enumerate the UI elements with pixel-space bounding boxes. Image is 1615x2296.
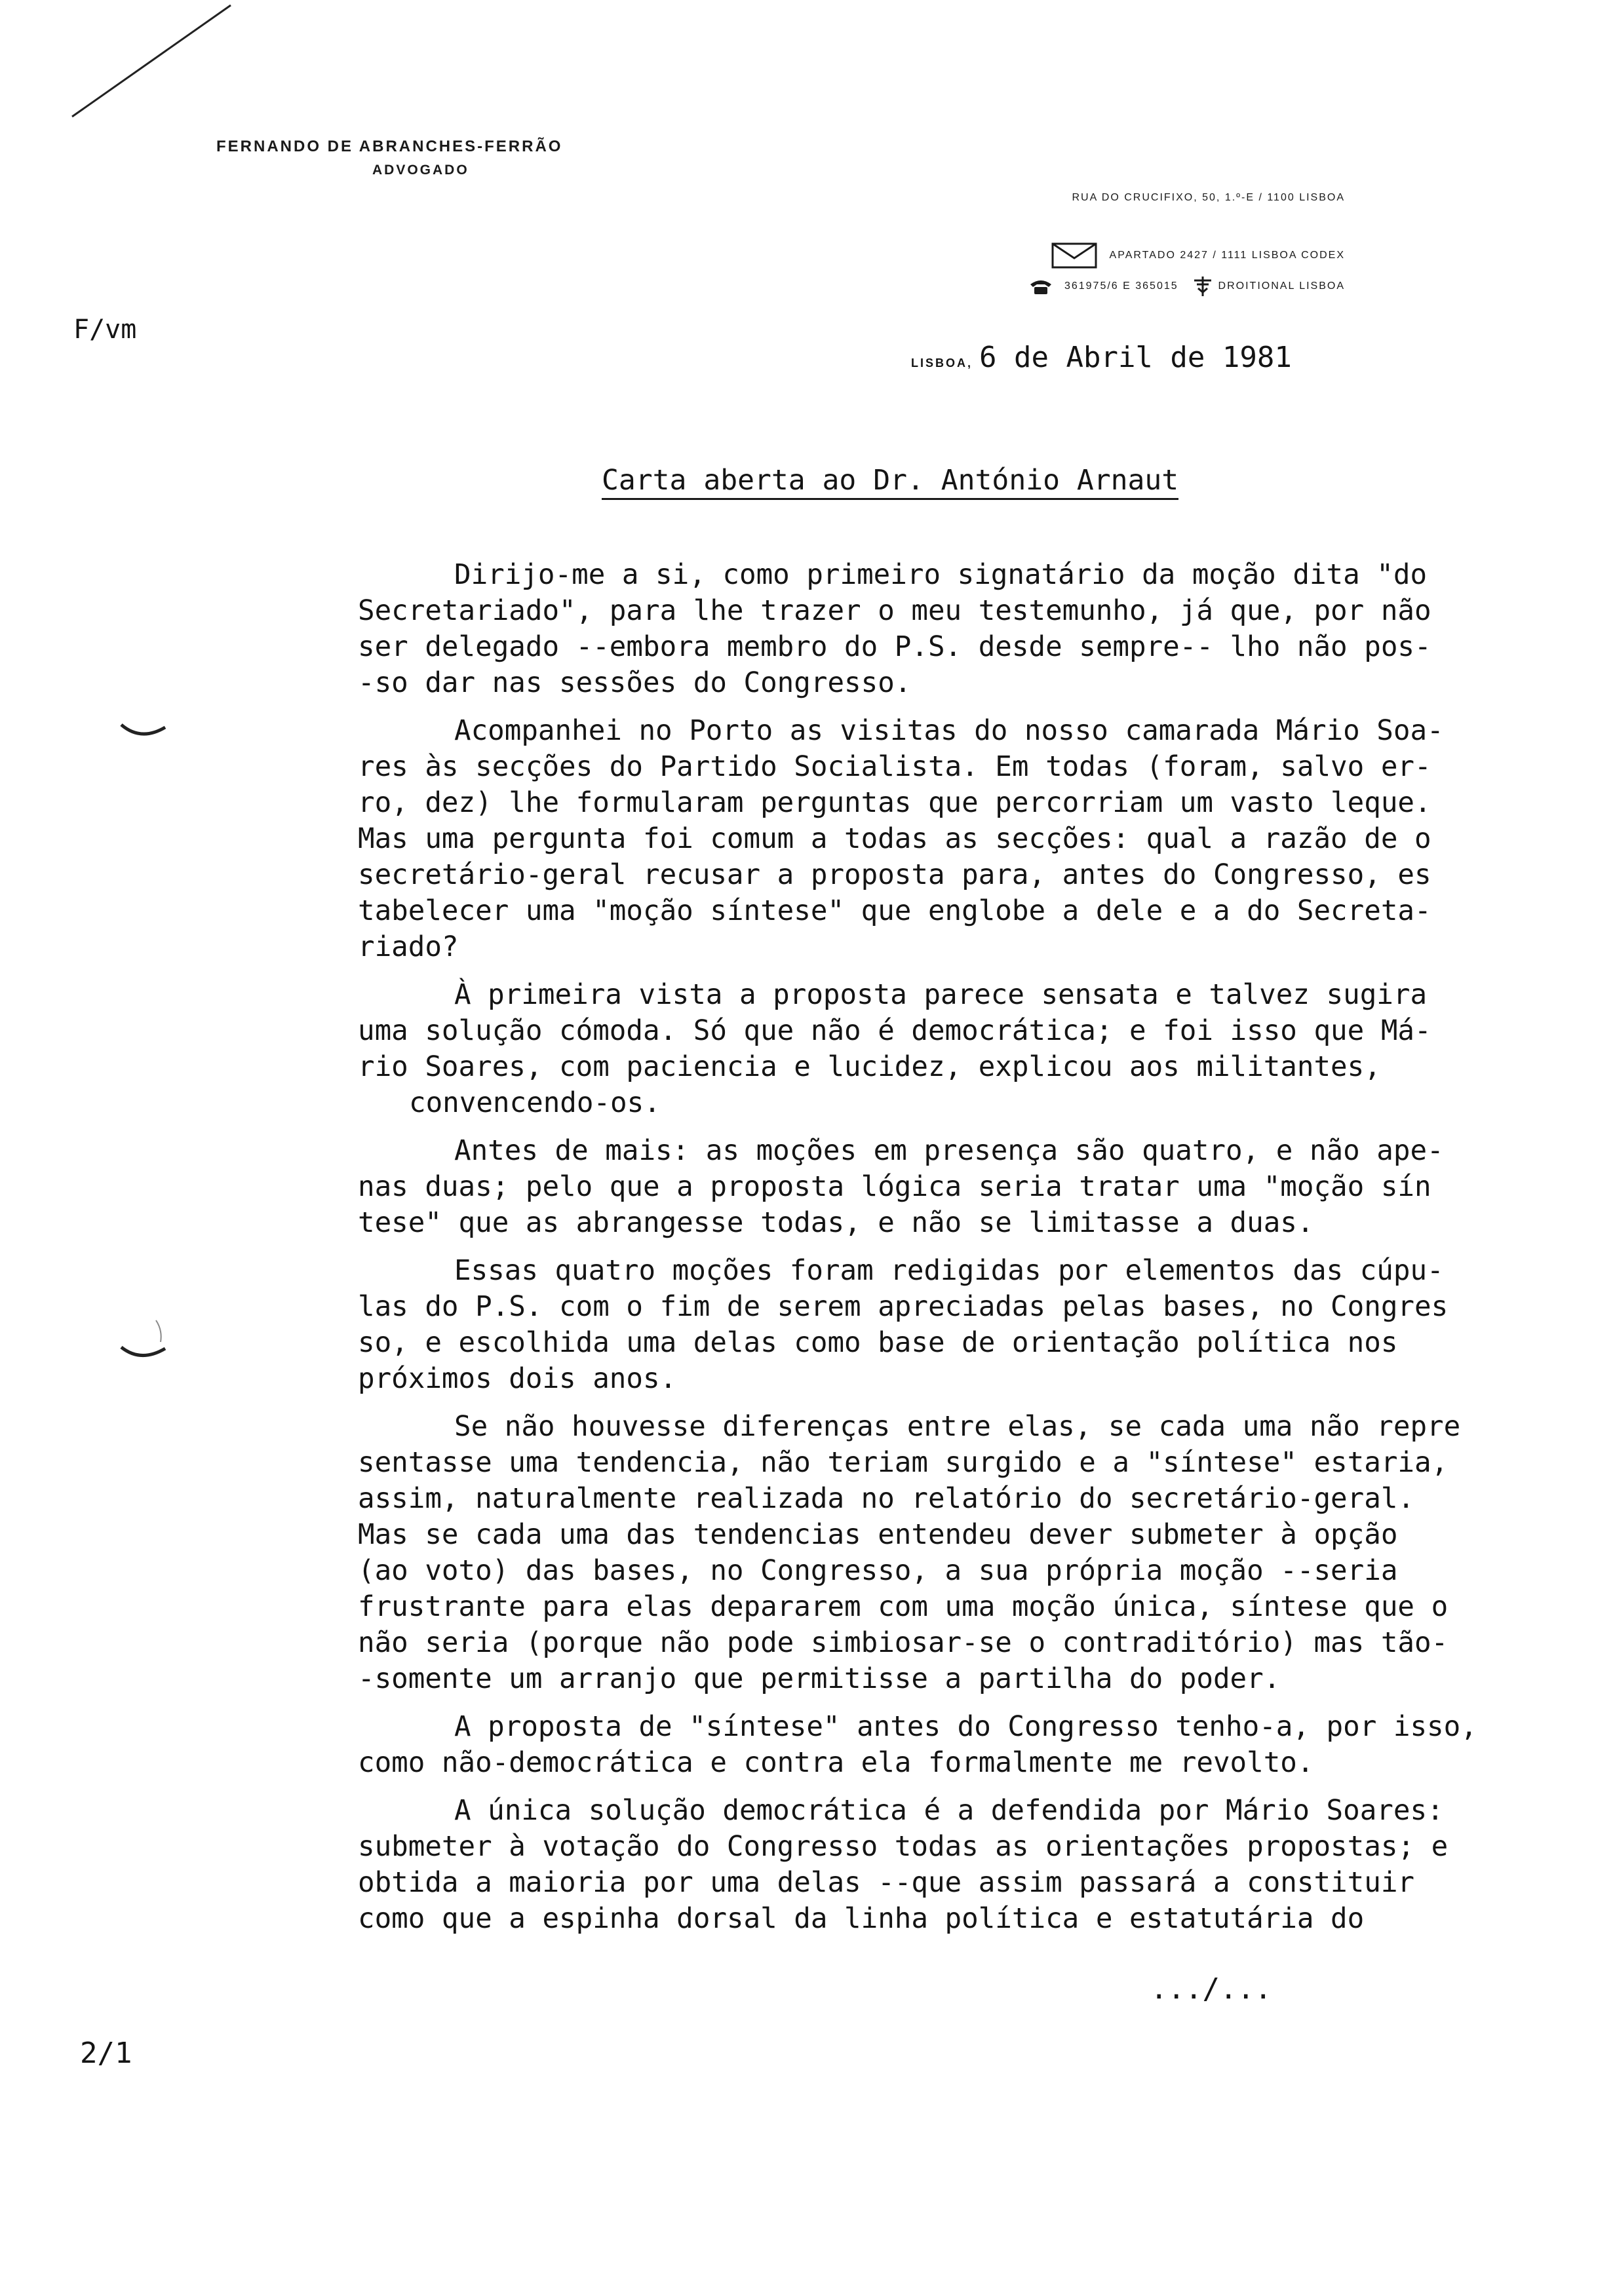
- date-text: 6 de Abril de 1981: [979, 341, 1292, 374]
- paragraph: [358, 977, 1431, 1121]
- text-line: como que a espinha dorsal da linha política e estatutária do: [358, 1903, 1365, 1935]
- text-line: Dirijo-me a si, como primeiro signatário da moção dita "do: [454, 559, 1428, 591]
- text-line: nas duas; pelo que a proposta lógica seria tratar uma "moção sín: [358, 1171, 1431, 1203]
- reference-code: F/vm: [73, 315, 137, 345]
- text-line: Mas uma pergunta foi comum a todas as secções: qual a razão de o: [358, 823, 1431, 855]
- text-line: riado?: [358, 931, 459, 963]
- text-line: Mas se cada uma das tendencias entendeu dever submeter à opção: [358, 1519, 1398, 1551]
- paragraph: [358, 1709, 1477, 1781]
- text-line: tabelecer uma "moção síntese" que englobe a dele e a do Secreta-: [358, 895, 1431, 927]
- letterhead-po-box: APARTADO 2427 / 1111 LISBOA CODEX: [1109, 250, 1345, 261]
- letterhead-telegraph: DROITIONAL LISBOA: [1218, 280, 1345, 292]
- text-line: frustrante para elas depararem com uma moção única, síntese que o: [358, 1591, 1449, 1623]
- text-line: ser delegado --embora membro do P.S. desde sempre-- lho não pos-: [358, 631, 1431, 663]
- letter-body: [358, 557, 1477, 1949]
- text-line: -so dar nas sessões do Congresso.: [358, 667, 912, 699]
- paragraph: [358, 1409, 1461, 1697]
- text-line: Antes de mais: as moções em presença são quatro, e não ape-: [454, 1135, 1444, 1167]
- letterhead-phones: 361975/6 E 365015: [1064, 280, 1178, 292]
- text-line: so, e escolhida uma delas como base de orientação política nos: [358, 1327, 1398, 1359]
- text-line: (ao voto) das bases, no Congresso, a sua própria moção --seria: [358, 1555, 1398, 1587]
- text-line: Acompanhei no Porto as visitas do nosso camarada Mário Soa-: [454, 715, 1444, 747]
- text-line: -somente um arranjo que permitisse a partilha do poder.: [358, 1663, 1281, 1695]
- text-line: Secretariado", para lhe trazer o meu testemunho, já que, por não: [358, 595, 1431, 627]
- continuation-mark: .../...: [1150, 1972, 1272, 2006]
- text-line: ro, dez) lhe formularam perguntas que percorriam um vasto leque.: [358, 787, 1431, 819]
- text-line: sentasse uma tendencia, não teriam surgido e a "síntese" estaria,: [358, 1447, 1449, 1479]
- paragraph: [358, 557, 1431, 701]
- letterhead-contact-row: [1029, 275, 1346, 297]
- text-line: uma solução cómoda. Só que não é democrática; e foi isso que Má-: [358, 1015, 1431, 1047]
- telegraph-icon: [1192, 275, 1214, 297]
- text-line: secretário-geral recusar a proposta para, antes do Congresso, es: [358, 859, 1431, 891]
- letterhead-title: ADVOGADO: [372, 163, 469, 178]
- letterhead-address: RUA DO CRUCIFIXO, 50, 1.º-E / 1100 LISBOA: [1072, 192, 1345, 203]
- envelope-icon: [1051, 242, 1097, 269]
- date-place: LISBOA,: [911, 356, 973, 370]
- letterhead-po-box-row: [1051, 242, 1345, 269]
- text-line: convencendo-os.: [409, 1087, 661, 1119]
- text-line: tese" que as abrangesse todas, e não se limitasse a duas.: [358, 1207, 1314, 1239]
- text-line: Essas quatro moções foram redigidas por elementos das cúpu-: [454, 1255, 1444, 1287]
- pen-tick-mark: [121, 725, 165, 734]
- paragraph: [358, 1253, 1449, 1397]
- text-line: A única solução democrática é a defendida por Mário Soares:: [454, 1795, 1444, 1827]
- text-line: A proposta de "síntese" antes do Congresso tenho-a, por isso,: [454, 1711, 1477, 1743]
- text-line: rio Soares, com paciencia e lucidez, explicou aos militantes,: [358, 1051, 1381, 1083]
- text-line: obtida a maioria por uma delas --que assim passará a constituir: [358, 1867, 1414, 1899]
- pen-stroke-corner: [72, 5, 231, 117]
- text-line: não seria (porque não pode simbiosar-se o contraditório) mas tão-: [358, 1627, 1449, 1659]
- telephone-icon: [1029, 278, 1053, 295]
- letterhead-name: FERNANDO DE ABRANCHES-FERRÃO: [216, 138, 563, 155]
- letter-subject: Carta aberta ao Dr. António Arnaut: [602, 464, 1178, 500]
- text-line: assim, naturalmente realizada no relatório do secretário-geral.: [358, 1483, 1414, 1515]
- letter-date: [911, 341, 1292, 374]
- text-line: las do P.S. com o fim de serem apreciadas pelas bases, no Congres: [358, 1291, 1449, 1323]
- pen-tick-mark: [121, 1347, 165, 1356]
- text-line: como não-democrática e contra ela formalmente me revolto.: [358, 1747, 1314, 1779]
- text-line: próximos dois anos.: [358, 1363, 677, 1395]
- paragraph: [358, 1793, 1449, 1937]
- text-line: Se não houvesse diferenças entre elas, se cada uma não repre: [454, 1411, 1461, 1443]
- text-line: res às secções do Partido Socialista. Em todas (foram, salvo er-: [358, 751, 1431, 783]
- paragraph: [358, 1133, 1444, 1241]
- text-line: submeter à votação do Congresso todas as orientações propostas; e: [358, 1831, 1449, 1863]
- pen-tick-mark: [156, 1320, 161, 1342]
- page-number: 2/1: [80, 2037, 132, 2070]
- text-line: À primeira vista a proposta parece sensata e talvez sugira: [454, 979, 1428, 1011]
- paragraph: [358, 713, 1444, 965]
